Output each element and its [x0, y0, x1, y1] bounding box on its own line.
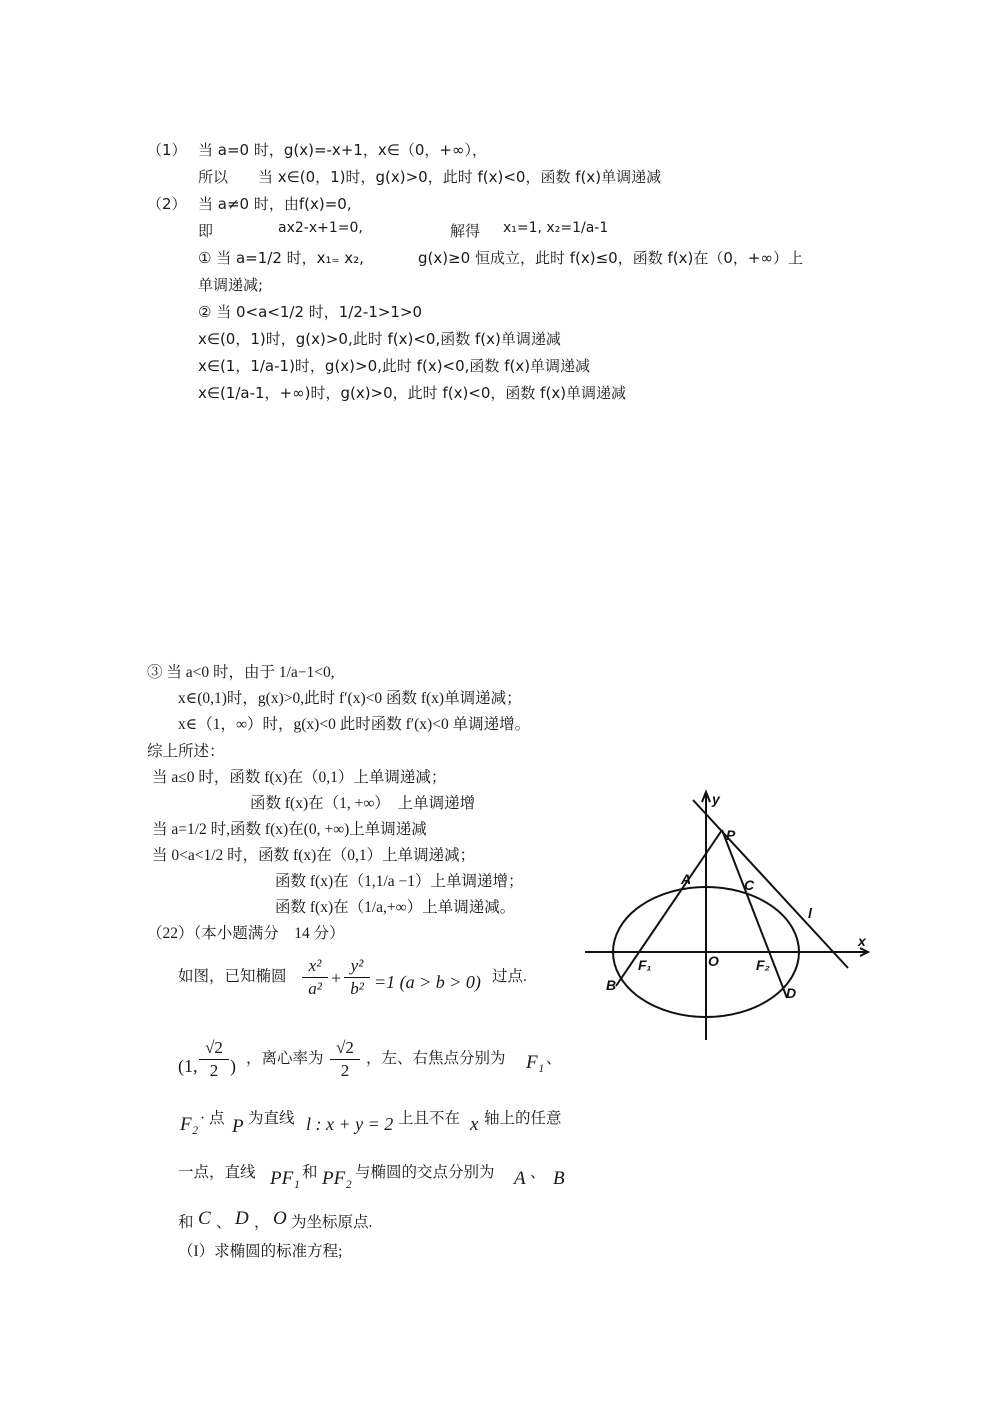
intersect-text: 与椭圆的交点分别为 — [355, 1164, 495, 1181]
label-y: y — [712, 791, 720, 807]
question-1: （I）求椭圆的标准方程; — [178, 1243, 343, 1260]
fraction-numerator: √2 — [336, 1038, 354, 1057]
point-label: · 点 — [200, 1110, 225, 1127]
summary-line-6: 函数 f(x)在（1/a,+∞）上单调递减。 — [275, 899, 516, 916]
point-p: P — [232, 1116, 244, 1137]
point-close: ) — [230, 1056, 236, 1076]
case-2-line: ② 当 0<a<1/2 时，1/2-1>1>0 — [198, 303, 423, 321]
comma: ， — [254, 1214, 270, 1231]
not-on-text: 上且不在 — [398, 1110, 461, 1127]
line-equation: l : x + y = 2 — [306, 1114, 394, 1134]
focus-f2: F₂ — [180, 1114, 199, 1135]
problem-header: （22）（本小题满分 14 分） — [147, 925, 345, 942]
foci-text: ，左、右焦点分别为 — [366, 1050, 506, 1067]
fraction-sqrt2-over-2 — [199, 1038, 229, 1081]
label-p: P — [726, 827, 736, 843]
and-text: 和 — [302, 1164, 318, 1181]
fraction-denominator: a² — [308, 979, 322, 998]
summary-line-4: 当 0<a<1/2 时，函数 f(x)在（0,1）上单调递减； — [152, 847, 476, 864]
point-b: B — [553, 1168, 565, 1189]
intro-text: 如图，已知椭圆 — [178, 968, 287, 985]
plus-sign: + — [331, 968, 342, 988]
step-1-line: 当 a=0 时，g(x)=-x+1，x∈（0，+∞）， — [198, 141, 487, 159]
axis-any-text: 轴上的任意 — [484, 1110, 562, 1127]
label-l: l — [808, 905, 812, 921]
x-variable: x — [470, 1114, 479, 1135]
eccentricity-text: ，离心率为 — [246, 1050, 324, 1067]
separator: 、 — [530, 1164, 546, 1181]
case-3-line: ③ 当 a<0 时，由于 1/a−1<0, — [147, 664, 335, 681]
label-b: B — [606, 977, 617, 993]
point-open: (1, — [178, 1056, 198, 1076]
label-x: x — [858, 933, 866, 949]
summary-heading: 综上所述： — [147, 743, 225, 760]
case-2-interval-3: x∈(1/a-1，+∞)时，g(x)>0，此时 f(x)<0，函数 f(x)单调递减 — [198, 384, 627, 402]
passes-point-text: 过点. — [492, 968, 527, 985]
fraction-denominator: 2 — [340, 1061, 350, 1080]
summary-line-2: 函数 f(x)在（1, +∞） 上单调递增 — [250, 795, 476, 812]
step-1-conclusion: 所以 当 x∈(0，1)时，g(x)>0，此时 f(x)<0，函数 f(x)单调递减 — [198, 168, 662, 186]
case-1-line-b: g(x)≥0 恒成立，此时 f(x)≤0，函数 f(x)在（0，+∞）上 — [418, 249, 803, 267]
step-2-line: 当 a≠0 时，由f(x)=0, — [198, 195, 352, 213]
case-3-interval-1: x∈(0,1)时，g(x)>0,此时 f′(x)<0 函数 f(x)单调递减； — [178, 690, 522, 707]
step-2-ji: 即 — [198, 222, 214, 240]
and-text: 和 — [178, 1214, 194, 1231]
summary-line-5: 函数 f(x)在（1,1/a −1）上单调递增； — [275, 873, 524, 890]
fraction-numerator: y² — [350, 956, 364, 975]
fraction-numerator: x² — [308, 956, 322, 975]
label-d: D — [786, 985, 797, 1001]
separator: 、 — [546, 1050, 562, 1067]
label-a: A — [681, 871, 692, 887]
focus-f1: F₁ — [526, 1052, 545, 1073]
ellipse-condition: =1 (a > b > 0) — [374, 972, 481, 992]
case-2-interval-1: x∈(0，1)时，g(x)>0,此时 f(x)<0,函数 f(x)单调递减 — [198, 330, 561, 348]
label-f2: F₂ — [756, 957, 770, 973]
line-pf1: PF₁ — [270, 1168, 300, 1189]
point-d: D — [235, 1208, 249, 1229]
label-c: C — [744, 877, 755, 893]
fraction-eccentricity — [330, 1038, 360, 1081]
roots: x₁=1, x₂=1/a-1 — [503, 220, 609, 236]
solve-label: 解得 — [450, 222, 481, 240]
case-1-line-a: ① 当 a=1/2 时，x₁₌ x₂, — [198, 249, 364, 267]
case-2-interval-2: x∈(1，1/a-1)时，g(x)>0,此时 f(x)<0,函数 f(x)单调递减 — [198, 357, 591, 375]
label-o: O — [708, 953, 719, 969]
separator: 、 — [216, 1214, 232, 1231]
point-a: A — [514, 1168, 526, 1189]
step-1-number: （1） — [147, 141, 187, 159]
line-l — [693, 800, 848, 968]
quadratic-equation: ax2-x+1=0, — [278, 220, 363, 236]
line-text: 为直线 — [248, 1110, 295, 1127]
step-2-number: （2） — [147, 195, 187, 213]
fraction-denominator: b² — [350, 979, 364, 998]
line-pf2: PF₂ — [322, 1168, 352, 1189]
any-point-text: 一点，直线 — [178, 1164, 256, 1181]
summary-line-1: 当 a≤0 时，函数 f(x)在（0,1）上单调递减； — [152, 769, 447, 786]
ellipse-figure — [580, 780, 880, 1045]
summary-line-3: 当 a=1/2 时,函数 f(x)在(0, +∞)上单调递减 — [152, 821, 427, 838]
case-1-line-end: 单调递减; — [198, 276, 264, 294]
label-f1: F₁ — [638, 957, 652, 973]
point-c: C — [198, 1208, 211, 1229]
fraction-y2-b2 — [344, 956, 370, 999]
fraction-numerator: √2 — [205, 1038, 223, 1057]
fraction-x2-a2 — [302, 956, 328, 999]
origin-text: 为坐标原点. — [291, 1214, 373, 1231]
fraction-denominator: 2 — [209, 1061, 219, 1080]
case-3-interval-2: x∈（1，∞）时，g(x)<0 此时函数 f′(x)<0 单调递增。 — [178, 716, 531, 733]
line-pf2 — [722, 830, 787, 998]
origin-o: O — [273, 1208, 287, 1229]
